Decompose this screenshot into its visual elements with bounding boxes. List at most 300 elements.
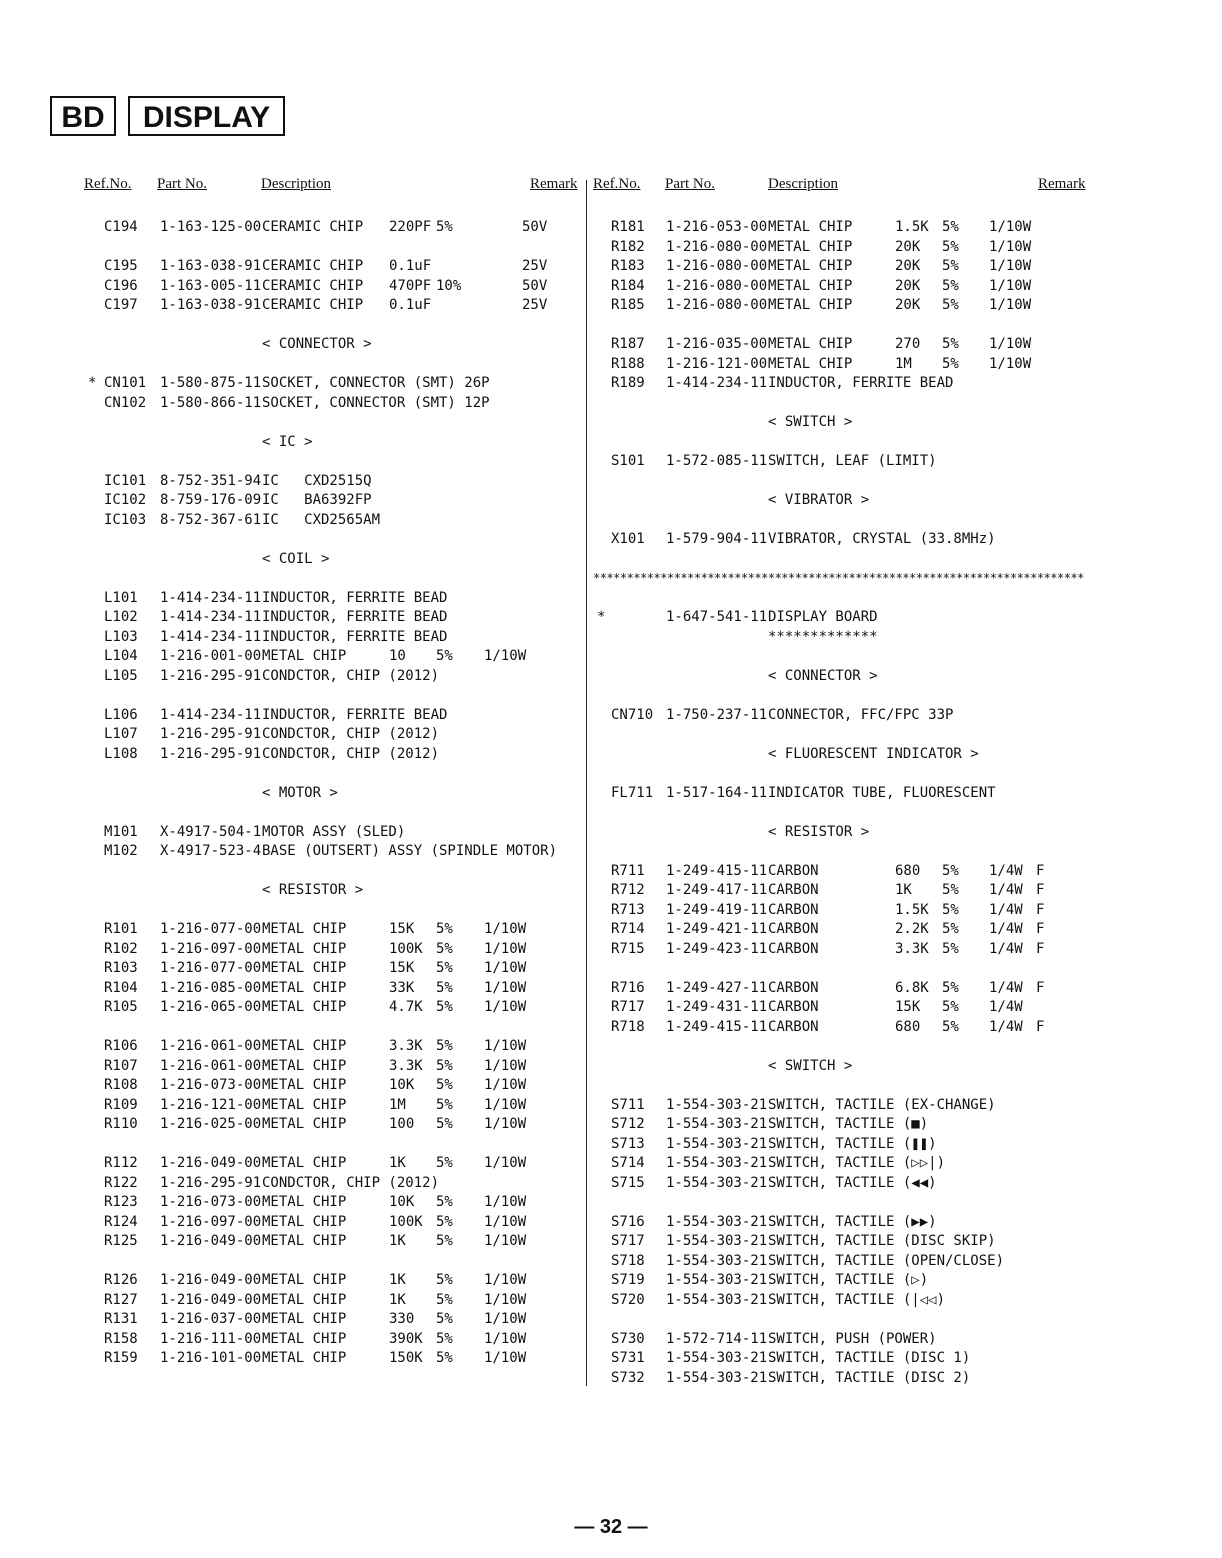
tolerance: 5% (942, 297, 959, 313)
parts-row (84, 1213, 586, 1233)
part-no: 1-216-073-00 (160, 1077, 262, 1093)
part-no: 1-216-001-00 (160, 648, 262, 664)
part-no: 1-163-038-91 (160, 297, 262, 313)
description: CARBON (768, 882, 819, 898)
voltage: 25V (522, 297, 548, 313)
ref-no: R124 (104, 1213, 138, 1230)
voltage: 50V (522, 219, 548, 235)
description: SWITCH, TACTILE (◀◀) (768, 1174, 937, 1191)
parts-row (593, 608, 1093, 628)
section-heading (84, 433, 586, 453)
part-no: 1-216-295-91 (160, 667, 262, 684)
part-no: 1-414-234-11 (160, 609, 262, 625)
part-no: 1-414-234-11 (160, 589, 262, 606)
part-no: 1-216-080-00 (666, 238, 768, 255)
spacer (593, 1037, 1093, 1057)
tolerance: 5% (942, 277, 959, 294)
part-no: 1-249-419-11 (666, 901, 768, 918)
tolerance: 5% (436, 1272, 453, 1288)
ref-no: S713 (611, 1135, 645, 1152)
spacer (84, 686, 586, 706)
tolerance: 5% (436, 1291, 453, 1308)
parts-row (84, 1330, 586, 1350)
part-no: 1-216-049-00 (160, 1155, 262, 1171)
parts-row (84, 1057, 586, 1077)
value: 1.5K (895, 901, 929, 918)
ref-no: R103 (104, 960, 138, 976)
ref-no: R101 (104, 921, 138, 937)
parts-row (593, 1232, 1093, 1252)
spacer (84, 901, 586, 921)
section-heading-label: < CONNECTOR > (768, 667, 878, 684)
part-no: 1-414-234-11 (666, 375, 768, 391)
description: METAL CHIP (768, 219, 853, 235)
section-heading-label: < CONNECTOR > (262, 336, 372, 352)
tolerance: 5% (436, 940, 453, 957)
part-no: 1-216-080-00 (666, 258, 768, 274)
part-no: 1-554-303-21 (666, 1116, 768, 1132)
value: 0.1uF (389, 258, 432, 274)
rating: 1/10W (989, 336, 1032, 352)
description: METAL CHIP (262, 1291, 347, 1308)
section-heading-label: < RESISTOR > (768, 823, 870, 840)
parts-row (84, 745, 586, 765)
parts-row (84, 667, 586, 687)
description: CERAMIC CHIP (262, 219, 364, 235)
value: 1K (389, 1155, 406, 1171)
parts-row (84, 277, 586, 297)
part-no: 1-554-303-21 (666, 1350, 768, 1366)
voltage: 25V (522, 258, 548, 274)
rating: 1/10W (484, 1155, 527, 1171)
part-no: 1-249-415-11 (666, 862, 768, 879)
spacer (84, 862, 586, 882)
rating: 1/4W (989, 979, 1023, 996)
ref-no: C195 (104, 258, 138, 274)
description: METAL CHIP (768, 238, 853, 255)
ref-no: R715 (611, 940, 645, 957)
description: IC CXD2565AM (262, 511, 381, 528)
tolerance: 5% (436, 1116, 453, 1132)
value: 330 (389, 1311, 415, 1327)
parts-row (84, 511, 586, 531)
ref-no: R108 (104, 1077, 138, 1093)
section-heading (593, 491, 1093, 511)
ref-no: M102 (104, 843, 138, 859)
tolerance: 5% (942, 355, 959, 372)
ref-no: L103 (104, 628, 138, 645)
parts-row (593, 1291, 1093, 1311)
description: METAL CHIP (262, 648, 347, 664)
section-heading (84, 335, 586, 355)
ref-no: S720 (611, 1291, 645, 1308)
spacer (84, 238, 586, 258)
value: 1.5K (895, 219, 929, 235)
description: METAL CHIP (768, 297, 853, 313)
tolerance: 5% (942, 258, 959, 274)
rating: 1/10W (484, 1096, 527, 1113)
rating: 1/10W (484, 1311, 527, 1327)
part-no: 1-517-164-11 (666, 784, 768, 801)
tolerance: 5% (436, 979, 453, 996)
rating: 1/10W (484, 648, 527, 664)
parts-row (593, 706, 1093, 726)
description: METAL CHIP (262, 1194, 347, 1210)
parts-row (84, 842, 586, 862)
section-heading-label: < IC > (262, 433, 313, 450)
left-column-header (84, 176, 586, 198)
ref-no: C197 (104, 297, 138, 313)
description: CONDCTOR, CHIP (2012) (262, 745, 440, 762)
description: CARBON (768, 862, 819, 879)
ref-no: R158 (104, 1330, 138, 1347)
rating: 1/10W (989, 297, 1032, 313)
description: DISPLAY BOARD (768, 609, 878, 625)
part-no: 1-216-037-00 (160, 1311, 262, 1327)
description: SWITCH, TACTILE (▶▶) (768, 1213, 937, 1230)
rating: 1/10W (484, 979, 527, 996)
tolerance: 5% (436, 1077, 453, 1093)
ref-no: S712 (611, 1116, 645, 1132)
parts-row (84, 647, 586, 667)
tolerance: 5% (436, 1038, 453, 1054)
parts-row (84, 1193, 586, 1213)
ref-no: R105 (104, 999, 138, 1015)
value: 0.1uF (389, 297, 432, 313)
rating: 1/10W (484, 1038, 527, 1054)
remark: F (1036, 940, 1045, 957)
part-no: 1-216-077-00 (160, 921, 262, 937)
ref-no: S719 (611, 1272, 645, 1288)
value: 1M (389, 1096, 406, 1113)
section-heading (84, 550, 586, 570)
description: CARBON (768, 999, 819, 1015)
part-no: 1-216-295-91 (160, 745, 262, 762)
description: METAL CHIP (768, 258, 853, 274)
part-no: 1-554-303-21 (666, 1233, 768, 1249)
part-no: 1-249-427-11 (666, 979, 768, 996)
part-no: X-4917-504-1 (160, 823, 262, 840)
part-no: 8-752-367-61 (160, 511, 262, 528)
parts-row (593, 979, 1093, 999)
ref-no: C194 (104, 219, 138, 235)
section-heading (84, 881, 586, 901)
part-no: 1-216-295-91 (160, 726, 262, 742)
value: 1M (895, 355, 912, 372)
ref-no: R189 (611, 375, 645, 391)
parts-row (593, 1174, 1093, 1194)
description: METAL CHIP (262, 921, 347, 937)
parts-row (593, 628, 1093, 648)
description: METAL CHIP (262, 999, 347, 1015)
ref-no: R183 (611, 258, 645, 274)
remark-header: Remark (1038, 176, 1086, 192)
spacer (84, 1135, 586, 1155)
spacer (593, 316, 1093, 336)
description: CONDCTOR, CHIP (2012) (262, 667, 440, 684)
ref-no: S716 (611, 1213, 645, 1230)
description: CONDCTOR, CHIP (2012) (262, 1174, 440, 1191)
section-heading (593, 823, 1093, 843)
description: MOTOR ASSY (SLED) (262, 823, 406, 840)
parts-row (84, 920, 586, 940)
value: 33K (389, 979, 415, 996)
rating: 1/10W (484, 1291, 527, 1308)
description: METAL CHIP (768, 277, 853, 294)
description: SWITCH, TACTILE (DISC 2) (768, 1369, 971, 1386)
rating: 1/4W (989, 882, 1023, 898)
description: SWITCH, TACTILE (■) (768, 1116, 929, 1132)
rating: 1/10W (989, 219, 1032, 235)
description: INDUCTOR, FERRITE BEAD (262, 706, 448, 723)
description: BASE (OUTSERT) ASSY (SPINDLE MOTOR) (262, 843, 558, 859)
rating: 1/10W (484, 1077, 527, 1093)
description: SWITCH, TACTILE (|◁◁) (768, 1291, 946, 1308)
part-no: 1-216-101-00 (160, 1350, 262, 1366)
rating: 1/10W (989, 355, 1032, 372)
section-heading (593, 667, 1093, 687)
description: METAL CHIP (768, 355, 853, 372)
rating: 1/10W (484, 1350, 527, 1366)
part-no: 1-163-125-00 (160, 219, 262, 235)
tolerance: 5% (942, 336, 959, 352)
ref-no: L108 (104, 745, 138, 762)
remark-header: Remark (530, 176, 578, 192)
description: INDUCTOR, FERRITE BEAD (262, 609, 448, 625)
ref-no: S717 (611, 1233, 645, 1249)
spacer (84, 530, 586, 550)
tolerance: 5% (436, 1213, 453, 1230)
value: 20K (895, 277, 921, 294)
description: METAL CHIP (262, 1155, 347, 1171)
part-no: 1-216-121-00 (160, 1096, 262, 1113)
tolerance: 5% (436, 921, 453, 937)
tolerance: 5% (436, 960, 453, 976)
ref-no: R185 (611, 297, 645, 313)
ref-no: R112 (104, 1155, 138, 1171)
ref-no: S711 (611, 1096, 645, 1113)
parts-row (593, 1213, 1093, 1233)
description: SWITCH, TACTILE (▷▷|) (768, 1155, 946, 1171)
parts-row (593, 1096, 1093, 1116)
spacer (84, 316, 586, 336)
parts-row (593, 920, 1093, 940)
part-no: 1-216-035-00 (666, 336, 768, 352)
ref-no: R717 (611, 999, 645, 1015)
description: METAL CHIP (262, 979, 347, 996)
section-heading-label: < MOTOR > (262, 784, 338, 801)
description: SWITCH, TACTILE (EX-CHANGE) (768, 1096, 996, 1113)
parts-row (84, 1271, 586, 1291)
parts-row (84, 628, 586, 648)
parts-row (84, 491, 586, 511)
tolerance: 5% (436, 1330, 453, 1347)
ref-no: R107 (104, 1057, 138, 1074)
spacer (84, 1252, 586, 1272)
description: METAL CHIP (262, 1077, 347, 1093)
page-number: — 32 — (574, 1516, 648, 1538)
ref-no: R123 (104, 1194, 138, 1210)
parts-row (593, 1349, 1093, 1369)
spacer (84, 1018, 586, 1038)
tolerance: 5% (942, 1018, 959, 1035)
part-no: 1-572-714-11 (666, 1330, 768, 1347)
section-heading (593, 1057, 1093, 1077)
value: 20K (895, 258, 921, 274)
value: 15K (389, 921, 415, 937)
rating: 1/10W (484, 960, 527, 976)
description: SWITCH, LEAF (LIMIT) (768, 453, 937, 469)
rating: 1/4W (989, 901, 1023, 918)
spacer (84, 764, 586, 784)
tolerance: 5% (436, 1233, 453, 1249)
ref-no: R131 (104, 1311, 138, 1327)
part-no: 1-554-303-21 (666, 1272, 768, 1288)
part-no: 1-554-303-21 (666, 1291, 768, 1308)
rating: 1/10W (484, 999, 527, 1015)
value: 680 (895, 862, 921, 879)
parts-row (593, 1252, 1093, 1272)
description: INDUCTOR, FERRITE BEAD (768, 375, 954, 391)
section-heading-label: < RESISTOR > (262, 882, 364, 898)
part-no: 1-216-080-00 (666, 297, 768, 313)
parts-row (593, 1369, 1093, 1389)
rating: 1/10W (484, 1057, 527, 1074)
rating: 1/10W (989, 277, 1032, 294)
description-header: Description (768, 176, 838, 192)
part-no: 1-554-303-21 (666, 1174, 768, 1191)
parts-row (593, 257, 1093, 277)
parts-row (84, 218, 586, 238)
tolerance: 10% (436, 277, 462, 294)
parts-row (593, 1018, 1093, 1038)
value: 100 (389, 1116, 415, 1132)
spacer (593, 803, 1093, 823)
section-heading (593, 413, 1093, 433)
spacer (593, 1076, 1093, 1096)
part-no: 8-752-351-94 (160, 472, 262, 489)
spacer (593, 472, 1093, 492)
ref-no: R106 (104, 1038, 138, 1054)
ref-no: X101 (611, 531, 645, 547)
spacer (593, 433, 1093, 453)
spacer (593, 842, 1093, 862)
asterisk-separator: ************************************************************************* (593, 571, 1084, 585)
part-no: 1-572-085-11 (666, 453, 768, 469)
spacer (593, 959, 1093, 979)
description: SWITCH, TACTILE (DISC SKIP) (768, 1233, 996, 1249)
tolerance: 5% (942, 862, 959, 879)
safety-mark: * (597, 609, 606, 625)
ref-no: R711 (611, 862, 645, 879)
parts-row (84, 1076, 586, 1096)
ref-no: S714 (611, 1155, 645, 1171)
parts-row (84, 394, 586, 414)
tolerance: 5% (942, 979, 959, 996)
parts-row (84, 296, 586, 316)
part-no: 1-216-085-00 (160, 979, 262, 996)
parts-row (84, 998, 586, 1018)
parts-row (84, 1115, 586, 1135)
parts-row (593, 998, 1093, 1018)
parts-row (84, 257, 586, 277)
part-no: 1-750-237-11 (666, 706, 768, 723)
part-no: 1-216-049-00 (160, 1291, 262, 1308)
parts-row (593, 1135, 1093, 1155)
description: SWITCH, TACTILE (DISC 1) (768, 1350, 971, 1366)
parts-row (593, 881, 1093, 901)
part-no: 1-216-097-00 (160, 940, 262, 957)
spacer (593, 511, 1093, 531)
tolerance: 5% (436, 1194, 453, 1210)
ref-no: R110 (104, 1116, 138, 1132)
part-no: 1-216-061-00 (160, 1038, 262, 1054)
parts-row (593, 355, 1093, 375)
ref-no: CN101 (104, 375, 147, 391)
description: ************* (768, 628, 878, 645)
description: METAL CHIP (262, 960, 347, 976)
rating: 1/10W (989, 258, 1032, 274)
tolerance: 5% (436, 1096, 453, 1113)
section-heading-label: < VIBRATOR > (768, 492, 870, 508)
part-no: X-4917-523-4 (160, 843, 262, 859)
rating: 1/10W (484, 921, 527, 937)
description: CARBON (768, 979, 819, 996)
part-no: 1-647-541-11 (666, 609, 768, 625)
parts-row (84, 374, 586, 394)
tolerance: 5% (436, 648, 453, 664)
rating: 1/10W (484, 1233, 527, 1249)
ref-no-header: Ref.No. (593, 176, 641, 192)
column-divider (586, 180, 587, 1386)
value: 3.3K (389, 1038, 423, 1054)
ref-no: L106 (104, 706, 138, 723)
value: 100K (389, 940, 423, 957)
part-no: 1-216-080-00 (666, 277, 768, 294)
section-heading (84, 784, 586, 804)
part-no: 1-580-875-11 (160, 375, 262, 391)
description: METAL CHIP (262, 1272, 347, 1288)
parts-row (84, 589, 586, 609)
description: CERAMIC CHIP (262, 297, 364, 313)
part-no: 1-579-904-11 (666, 531, 768, 547)
tolerance: 5% (942, 940, 959, 957)
voltage: 50V (522, 277, 548, 294)
tolerance: 5% (942, 238, 959, 255)
part-no-header: Part No. (157, 176, 207, 192)
rating: 1/4W (989, 1018, 1023, 1035)
parts-row (84, 725, 586, 745)
parts-row (84, 608, 586, 628)
part-no: 1-249-431-11 (666, 999, 768, 1015)
spacer (593, 1310, 1093, 1330)
remark: F (1036, 1018, 1045, 1035)
value: 20K (895, 297, 921, 313)
ref-no: L104 (104, 648, 138, 664)
ref-no: CN710 (611, 706, 654, 723)
description: METAL CHIP (262, 1057, 347, 1074)
parts-row (593, 277, 1093, 297)
tolerance: 5% (942, 921, 959, 937)
part-no: 1-216-121-00 (666, 355, 768, 372)
parts-row (84, 1037, 586, 1057)
tolerance: 5% (436, 999, 453, 1015)
parts-row (593, 901, 1093, 921)
description: CONDCTOR, CHIP (2012) (262, 726, 440, 742)
ref-no: R716 (611, 979, 645, 996)
ref-no: IC101 (104, 472, 147, 489)
part-no: 1-414-234-11 (160, 628, 262, 645)
